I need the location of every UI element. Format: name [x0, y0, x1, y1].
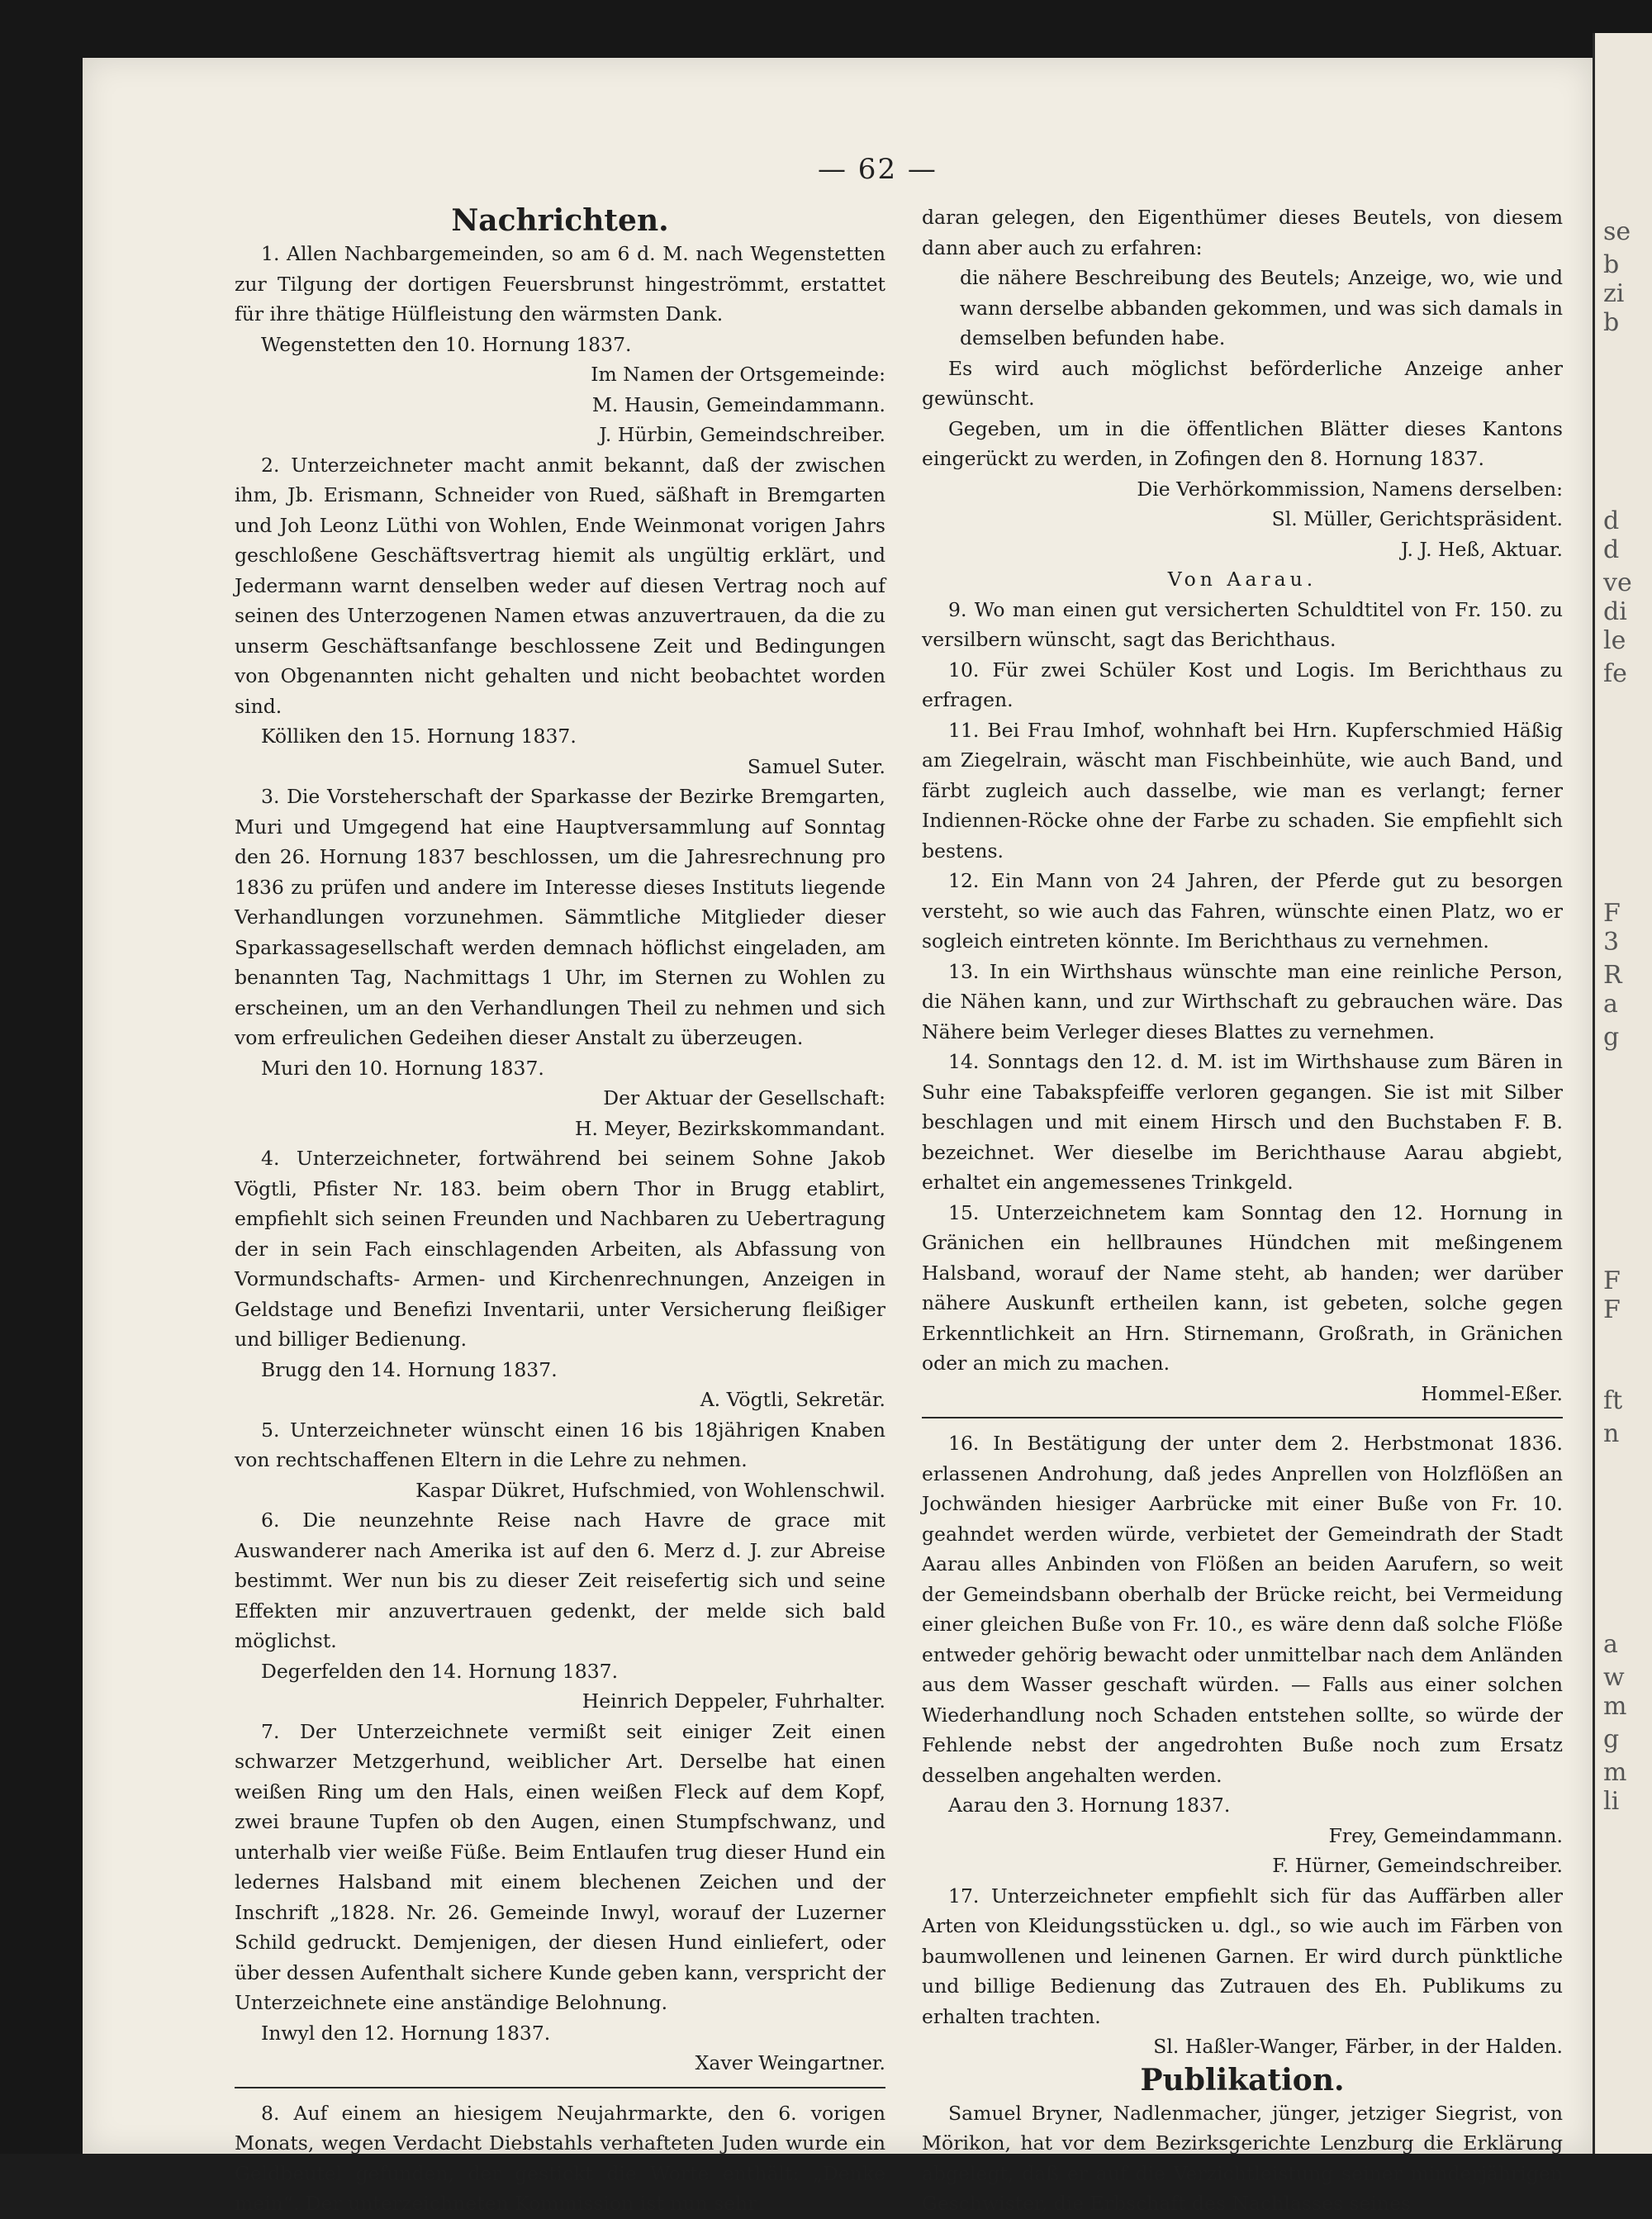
- notice-1-signature: M. Hausin, Gemeindammann.: [591, 392, 885, 416]
- notice-16-signature: F. Hürner, Gemeindschreiber.: [1272, 1854, 1563, 1877]
- notice-8-signature-line: Die Verhörkommission, Namens derselben:: [1137, 477, 1563, 501]
- notice-4-signature: A. Vögtli, Sekretär.: [700, 1388, 885, 1411]
- edge-text: a: [1603, 990, 1618, 1019]
- edge-text: d: [1603, 535, 1620, 564]
- edge-text: le: [1603, 626, 1626, 655]
- notice-8-signature: J. J. Heß, Aktuar.: [1400, 537, 1563, 561]
- edge-text: 3: [1603, 928, 1620, 957]
- edge-text: a: [1603, 1630, 1618, 1659]
- notice-16-signature: Frey, Gemeindammann.: [1328, 1823, 1563, 1847]
- edge-text: se: [1603, 217, 1631, 246]
- notice-7-text: 7. Der Unterzeichnete vermißt seit einiger Zeit einen schwarzer Metzgerhund, weiblicher Art. Derselbe hat einen weißen Ring um den Hals, einen weißen Fleck auf dem Kopf, zwei braune Tupfen ob den Augen, einen Stumpfschwanz, und unterhalb vier weiße Füße. Beim Entlaufen trug dieser Hund ein ledernes Halsband mit einem blechenen Zeichen und der Inschrift „1828. Nr. 26. Gemeinde Inwyl, worauf der Luzerner Schild gedruckt. Demjenigen, der diesen Hund einliefert, oder über dessen Aufenthalt sichere Kunde geben kann, verspricht der Unterzeichnete eine anständige Belohnung.: [235, 1719, 885, 2014]
- edge-text: w: [1603, 1663, 1625, 1692]
- notice-14-text: 14. Sonntags den 12. d. M. ist im Wirthshause zum Bären in Suhr eine Tabakspfeiffe verloren gegangen. Sie ist mit Silber beschlagen und mit einem Hirsch und den Buchstaben F. B. bezeichnet. Wer dieselbe im Berichthause Aarau abgiebt, erhaltet ein angemessenes Trinkgeld.: [922, 1050, 1563, 1194]
- notice-8-issued: Gegeben, um in die öffentlichen Blätter dieses Kantons eingerückt zu werden, in Zofingen den 8. Hornung 1837.: [922, 416, 1563, 470]
- notice-8-request: Es wird auch möglichst beförderliche Anzeige anher gewünscht.: [922, 356, 1563, 410]
- edge-text: b: [1603, 250, 1620, 279]
- notice-9-text: 9. Wo man einen gut versicherten Schuldtitel von Fr. 150. zu versilbern wünscht, sagt das Berichthaus.: [922, 597, 1563, 651]
- edge-text: m: [1603, 1692, 1627, 1721]
- notice-8-text: 8. Auf einem an hiesigem Neujahrmarkte, den 6. vorigen Monats, wegen Verdacht Diebstahls verhafteten Juden wurde ein Geldbeutel gefunden, der gestickt die Worte enthält: „Denke mein“. Der unterzeichneten Kommission ist nun sehr: [235, 2101, 885, 2215]
- edge-text: b: [1603, 308, 1620, 337]
- edge-text: zi: [1603, 279, 1625, 308]
- edge-text: F: [1603, 1266, 1621, 1295]
- divider-rule: [922, 1417, 1563, 1418]
- notice-8-continued: daran gelegen, den Eigenthümer dieses Beutels, von diesem dann aber auch zu erfahren:: [922, 206, 1563, 259]
- notice-6-signature: Heinrich Deppeler, Fuhrhalter.: [582, 1689, 885, 1713]
- notice-3-date: Muri den 10. Hornung 1837.: [261, 1056, 544, 1080]
- subheading-von-aarau: Von Aarau.: [1167, 568, 1317, 591]
- notice-4-date: Brugg den 14. Hornung 1837.: [261, 1357, 558, 1381]
- right-column: [922, 202, 1563, 2219]
- edge-text: d: [1603, 506, 1620, 535]
- notice-4-text: 4. Unterzeichneter, fortwährend bei seinem Sohne Jakob Vögtli, Pfister Nr. 183. beim obern Thor in Brugg etablirt, empfiehlt sich seinen Freunden und Nachbaren zu Uebertragung der in sein Fach einschlagenden Arbeiten, als Abfassung von Vormundschafts- Armen- und Kirchenrechnungen, Anzeigen in Geldstage und Benefizi Inventarii, unter Versicherung fleißiger und billiger Bedienung.: [235, 1147, 885, 1351]
- notice-2-signature: Samuel Suter.: [747, 754, 885, 778]
- notice-3-text: 3. Die Vorsteherschaft der Sparkasse der Bezirke Bremgarten, Muri und Umgegend hat eine Hauptversammlung auf Sonntag den 26. Hornung 1837 beschlossen, um die Jahresrechnung pro 1836 zu prüfen und andere im Interesse dieses Instituts liegende Verhandlungen vorzunehmen. Sämmtliche Mitglieder dieser Sparkassagesellschaft werden demnach höflichst eingeladen, am benannten Tag, Nachmittags 1 Uhr, im Sternen zu Wohlen zu erscheinen, um an den Verhandlungen Theil zu nehmen und sich vom erfreulichen Gedeihen dieser Anstalt zu überzeugen.: [235, 785, 885, 1049]
- notice-10-text: 10. Für zwei Schüler Kost und Logis. Im Berichthaus zu erfragen.: [922, 658, 1563, 711]
- notice-16-date: Aarau den 3. Hornung 1837.: [948, 1794, 1231, 1817]
- notice-1-text: 1. Allen Nachbargemeinden, so am 6 d. M. nach Wegenstetten zur Tilgung der dortigen Feuersbrunst hingeströmmt, erstattet für ihre thätige Hülfleistung den wärmsten Dank.: [235, 242, 885, 325]
- notice-5-signature: Kaspar Dükret, Hufschmied, von Wohlenschwil.: [415, 1478, 885, 1502]
- notice-1-date: Wegenstetten den 10. Hornung 1837.: [261, 332, 632, 356]
- divider-rule: [235, 2087, 885, 2088]
- notice-3-signature: H. Meyer, Bezirkskommandant.: [575, 1116, 885, 1140]
- notice-12-text: 12. Ein Mann von 24 Jahren, der Pferde gut zu besorgen versteht, so wie auch das Fahren, wünschte einen Platz, wo er sogleich eintreten könnte. Im Berichthaus zu vernehmen.: [922, 869, 1563, 953]
- notice-7-date: Inwyl den 12. Hornung 1837.: [261, 2021, 551, 2045]
- edge-text: di: [1603, 597, 1627, 626]
- notice-6-date: Degerfelden den 14. Hornung 1837.: [261, 1659, 619, 1683]
- edge-text: n: [1603, 1419, 1620, 1448]
- notice-8-details: die nähere Beschreibung des Beutels; Anzeige, wo, wie und wann derselbe abbanden gekommen, und was sich damals in demselben befunden habe.: [960, 266, 1563, 349]
- edge-text: F: [1603, 1295, 1621, 1324]
- notice-2-date: Kölliken den 15. Hornung 1837.: [261, 725, 577, 748]
- notice-13-text: 13. In ein Wirthshaus wünschte man eine reinliche Person, die Nähen kann, und zur Wirthschaft zu gebrauchen wäre. Das Nähere beim Verleger dieses Blattes zu vernehmen.: [922, 959, 1563, 1043]
- notice-6-text: 6. Die neunzehnte Reise nach Havre de grace mit Auswanderer nach Amerika ist auf den 6. Merz d. J. zur Abreise bestimmt. Wer nun bis zu dieser Zeit reisefertig sich und seine Effekten mir anzuvertrauen gedenkt, der melde sich bald möglichst.: [235, 1509, 885, 1652]
- left-column: [235, 202, 885, 2219]
- page-number: — 62 —: [818, 153, 938, 186]
- edge-text: ve: [1603, 568, 1632, 597]
- notice-5-text: 5. Unterzeichneter wünscht einen 16 bis 18jährigen Knaben von rechtschaffenen Eltern in die Lehre zu nehmen.: [235, 1418, 885, 1471]
- section-heading-nachrichten: Nachrichten.: [451, 203, 669, 238]
- notice-7-signature: Xaver Weingartner.: [695, 2051, 885, 2074]
- edge-text: ft: [1603, 1386, 1623, 1415]
- notice-3-signature-line: Der Aktuar der Gesellschaft:: [603, 1086, 885, 1110]
- notice-15-text: 15. Unterzeichnetem kam Sonntag den 12. Hornung in Gränichen ein hellbraunes Hündchen mit meßingenem Halsband, worauf der Name steht, ab handen; wer darüber nähere Auskunft ertheilen kann, ist gebeten, solche gegen Erkenntlichkeit an Hrn. Stirnemann, Großrath, in Gränichen oder an mich zu machen.: [922, 1200, 1563, 1375]
- notice-15-signature: Hommel-Eßer.: [1421, 1381, 1563, 1405]
- edge-text: F: [1603, 899, 1621, 928]
- publikation-text: Samuel Bryner, Nadlenmacher, jünger, jetziger Siegrist, von Mörikon, hat vor dem Bezirksgerichte Lenzburg die Erklärung abgelegt, daß er auf die Verzichtleistung seiner minderjährigen Geschwister, die Erbschaft des Nachlasses seines: [922, 2101, 1563, 2215]
- edge-text: g: [1603, 1023, 1620, 1052]
- notice-2-text: 2. Unterzeichneter macht anmit bekannt, daß der zwischen ihm, Jb. Erismann, Schneider von Rued, säßhaft in Bremgarten und Joh Leonz Lüthi von Wohlen, Ende Weinmonat vorigen Jahrs geschloßene Geschäftsvertrag hiemit als ungültig erklärt, und Jedermann warnt denselben weder auf diesen Vertrag noch auf seinen des Unterzogenen Namen etwas anzuvertrauen, da die zu unserm Geschäftsanfange beschlossene Zeit und Bedingungen von Obgenannten nicht gehalten und nicht beobachtet worden sind.: [235, 453, 885, 718]
- notice-1-signature-line: Im Namen der Ortsgemeinde:: [591, 363, 885, 386]
- edge-text: g: [1603, 1725, 1620, 1754]
- notice-11-text: 11. Bei Frau Imhof, wohnhaft bei Hrn. Kupferschmied Häßig am Ziegelrain, wäscht man Fischbeinhüte, wie auch Band, und färbt zugleich auch dasselbe, wie man es verlangt; ferner Indiennen-Röcke ohne der Farbe zu schaden. Sie empfiehlt sich bestens.: [922, 718, 1563, 862]
- notice-17-text: 17. Unterzeichneter empfiehlt sich für das Auffärben aller Arten von Kleidungsstücken u. dgl., so wie auch im Färben von baumwollenen und leinenen Garnen. Er wird durch pünktliche und billige Bedienung das Zutrauen des Eh. Publikums zu erhalten trachten.: [922, 1884, 1563, 2028]
- edge-text: R: [1603, 961, 1622, 990]
- notice-16-text: 16. In Bestätigung der unter dem 2. Herbstmonat 1836. erlassenen Androhung, daß jedes Anprellen von Holzflößen an Jochwänden hiesiger Aarbrücke mit einer Buße von Fr. 10. geahndet werden würde, verbietet der Gemeindrath der Stadt Aarau alles Anbinden von Flößen an beiden Aarufern, so weit der Gemeindsbann oberhalb der Brücke reicht, bei Vermeidung einer gleichen Buße von Fr. 10., es wäre denn daß solche Flöße entweder gehörig bewacht oder unmittelbar nach dem Anländen aus dem Wasser geschaft würden. — Falls aus einer solchen Wiederhandlung noch Schaden entstehen sollte, so würde der Fehlende nebst der angedrohten Buße noch zum Ersatz desselben angehalten werden.: [922, 1432, 1563, 1787]
- notice-17-signature: Sl. Haßler-Wanger, Färber, in der Halden.: [1153, 2035, 1563, 2058]
- edge-text: fe: [1603, 659, 1627, 688]
- notice-1-signature: J. Hürbin, Gemeindschreiber.: [599, 423, 885, 446]
- section-heading-publikation: Publikation.: [1140, 2062, 1345, 2098]
- notice-8-signature: Sl. Müller, Gerichtspräsident.: [1271, 507, 1563, 530]
- adjacent-page-edge: [1593, 33, 1652, 2154]
- edge-text: li: [1603, 1787, 1620, 1816]
- edge-text: m: [1603, 1758, 1627, 1787]
